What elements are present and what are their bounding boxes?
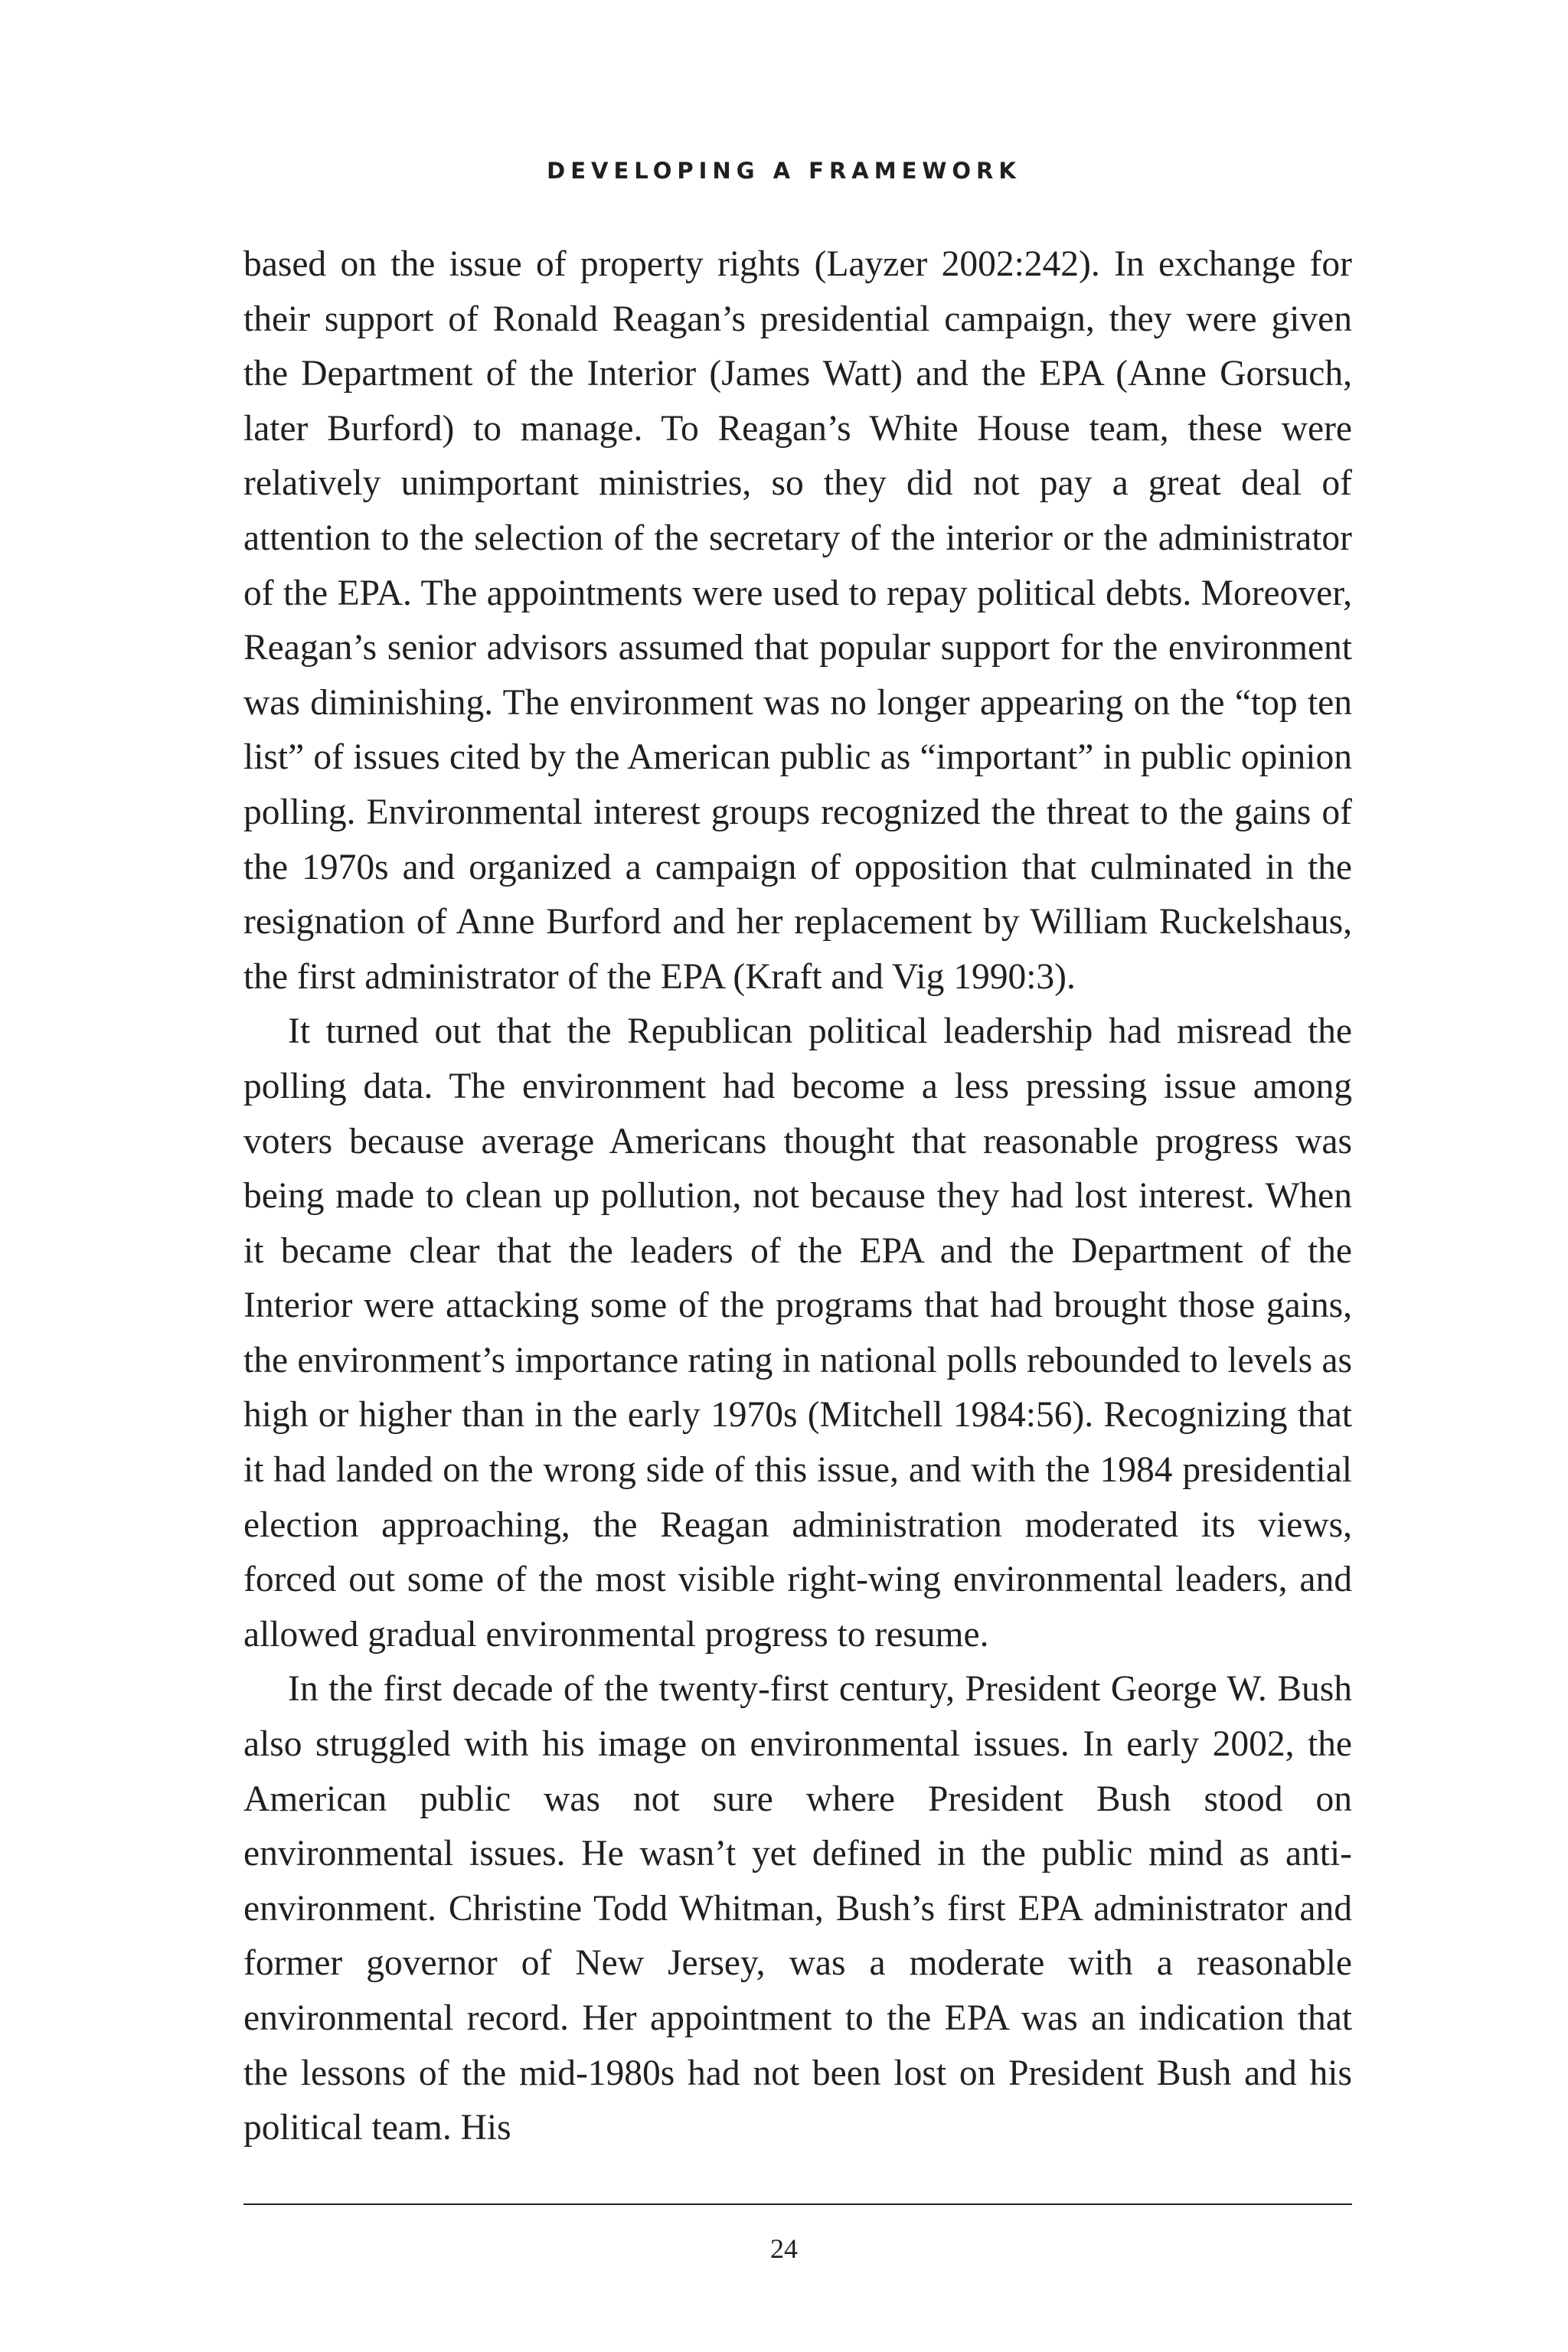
paragraph-polling-data: It turned out that the Republican political leadership had misread the polling data. The environment had become a less pressing issue among voters because average Americans thought that reasonable progress was being made to clean up pollution, not because they had lost interest. When it became clear that the leaders of the EPA and the Department of the Interior were attacking some of the programs that had brought those gains, the environment’s importance rating in national polls rebounded to levels as high or higher than in the early 1970s (Mitchell 1984:56). Recognizing that it had landed on the wrong side of this issue, and with the 1984 presidential election approaching, the Reagan administration moderated its views, forced out some of the most visible right-wing environmental leaders, and allowed gradual environmental progress to resume. [243,1011,1352,1655]
footer-rule [243,2203,1352,2205]
running-head: DEVELOPING A FRAMEWORK [547,158,1021,184]
body-text [243,237,1352,2156]
paragraph-bush-administration: In the first decade of the twenty-first century, President George W. Bush also struggled with his image on environmental issues. In early 2002, the American public was not sure where President Bush stood on environmental issues. He wasn’t yet defined in the public mind as anti-environment. Christine Todd Whitman, Bush’s first EPA administrator and former governor of New Jersey, was a moderate with a reasonable environmental record. Her appointment to the EPA was an indication that the lessons of the mid-1980s had not been lost on President Bush and his political team. His [243,1669,1352,2148]
paragraph-continued: based on the issue of property rights (Layzer 2002:242). In exchange for their support of Ronald Reagan’s presidential campaign, they were given the Department of the Interior (James Watt) and the EPA (Anne Gorsuch, later Burford) to manage. To Reagan’s White House team, these were relatively unimportant ministries, so they did not pay a great deal of attention to the selection of the secretary of the interior or the administrator of the EPA. The appointments were used to repay political debts. Moreover, Reagan’s senior advisors assumed that popular support for the environment was diminishing. The environment was no longer appearing on the “top ten list” of issues cited by the American public as “important” in public opinion polling. Environmental interest groups recognized the threat to the gains of the 1970s and organized a campaign of opposition that culminated in the resignation of Anne Burford and her replacement by William Ruckelshaus, the first administrator of the EPA (Kraft and Vig 1990:3). [243,244,1352,997]
page-number: 24 [770,2233,798,2264]
